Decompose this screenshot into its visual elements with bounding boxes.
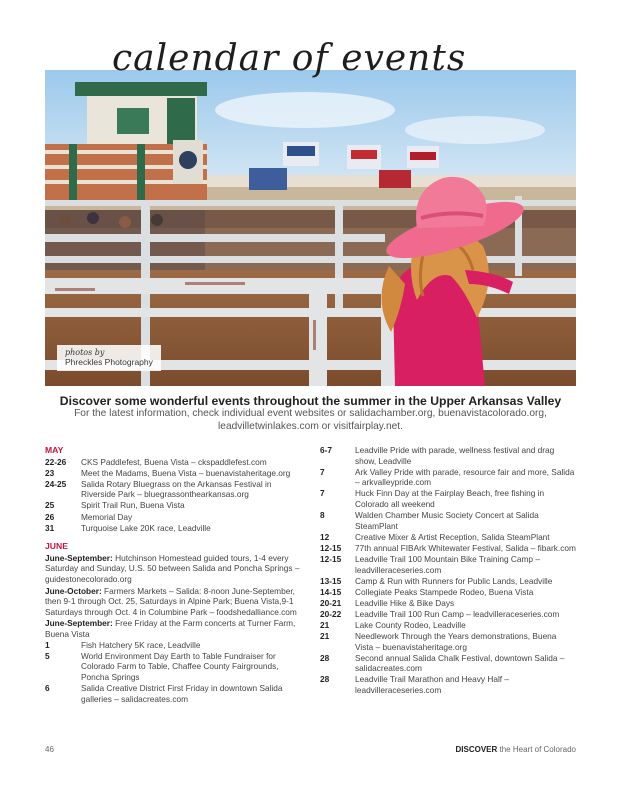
intro-headline: Discover some wonderful events throughout the summer in the Upper Arkansas Valley	[59, 394, 562, 408]
event-row	[320, 543, 576, 554]
event-date: 31	[45, 522, 55, 533]
event-row	[45, 500, 303, 511]
event-date: 21	[320, 631, 330, 642]
june-paragraph	[45, 618, 303, 639]
event-text: Leadville Trail 100 Run Camp – leadvilleraceseries.com	[355, 608, 560, 619]
photo-credit-name: Phreckles Photography	[65, 357, 153, 367]
month-heading-june: JUNE	[45, 541, 68, 552]
para-lead: June-September:	[45, 618, 113, 629]
event-row	[45, 512, 303, 523]
event-text: Ark Valley Pride with parade, resource fair and more, Salida – arkvalleypride.com	[355, 466, 575, 488]
para-text: Free Friday at the Farm concerts at Turner Farm, Buena Vista	[45, 618, 296, 639]
event-text: Memorial Day	[81, 511, 133, 522]
footer-brand: DISCOVER	[455, 745, 498, 754]
event-row	[45, 468, 303, 479]
event-date: 26	[45, 511, 55, 522]
event-text: Salida Rotary Bluegrass on the Arkansas Festival in Riverside Park – bluegrassonthearkansas.org	[81, 478, 272, 500]
event-row	[320, 554, 576, 575]
month-heading-may: MAY	[45, 445, 64, 455]
event-text: Second annual Salida Chalk Festival, downtown Salida – salidacreates.com	[355, 652, 565, 674]
rodeo-girl-illustration	[45, 70, 576, 386]
event-date: 8	[320, 510, 325, 521]
event-row	[320, 488, 576, 509]
event-text: Salida Creative District First Friday in downtown Salida galleries – salidacreates.com	[81, 682, 283, 704]
event-date: 12-15	[320, 553, 342, 564]
june-paragraph	[45, 586, 303, 618]
event-date: 24-25	[45, 478, 67, 489]
event-text: Leadville Trail Marathon and Heavy Half – leadvilleraceseries.com	[355, 674, 510, 696]
event-row	[320, 532, 576, 543]
event-text: Fish Hatchery 5K race, Leadville	[81, 639, 201, 650]
june-paragraph	[45, 553, 303, 585]
event-date: 6-7	[320, 445, 332, 455]
event-text: Camp & Run with Runners for Public Lands, Leadville	[355, 575, 553, 586]
event-row	[45, 523, 303, 534]
event-row	[320, 653, 576, 674]
event-date: 20-21	[320, 597, 342, 608]
event-date: 6	[45, 682, 50, 693]
para-text: Hutchinson Homestead guided tours, 1-4 every Saturday and Sunday, U.S. 50 between Salida and Poncha Springs – guidestonecolorado.org	[45, 552, 300, 585]
event-date: 21	[320, 620, 330, 630]
event-text: CKS Paddlefest, Buena Vista – ckspaddlefest.com	[81, 456, 267, 467]
event-text: World Environment Day Earth to Table Fundraiser for Colorado Farm to Table, Chaffee County Fairgrounds, Poncha Springs	[81, 650, 279, 682]
event-date: 23	[45, 467, 55, 478]
event-date: 7	[320, 466, 325, 477]
event-date: 12	[320, 531, 330, 542]
footer-tagline: the Heart of Colorado	[497, 745, 576, 754]
event-text: Walden Chamber Music Society Concert at Salida SteamPlant	[355, 510, 539, 531]
event-row	[320, 674, 576, 695]
event-row	[45, 640, 303, 651]
event-text: Needlework Through the Years demonstrations, Buena Vista – buenavistaheritage.org	[355, 631, 557, 652]
page-title: calendar of events	[112, 38, 467, 79]
event-text: Leadville Hike & Bike Days	[355, 597, 455, 608]
event-date: 5	[45, 650, 50, 661]
event-text: Spirit Trail Run, Buena Vista	[81, 500, 185, 511]
event-text: Leadville Pride with parade, wellness festival and drag show, Leadville	[355, 445, 555, 466]
event-text: Lake County Rodeo, Leadville	[355, 620, 466, 630]
event-date: 28	[320, 674, 330, 685]
event-date: 28	[320, 652, 330, 663]
event-row	[45, 651, 303, 683]
running-footer	[455, 745, 576, 754]
event-date: 22-26	[45, 456, 67, 467]
event-date: 13-15	[320, 575, 342, 586]
event-row	[320, 467, 576, 488]
photo-credit-script: photos by	[65, 348, 105, 357]
right-column	[320, 445, 576, 696]
para-lead: June-September:	[45, 552, 113, 563]
event-row	[320, 576, 576, 587]
event-row	[320, 620, 576, 631]
event-row	[45, 683, 303, 704]
event-row	[45, 457, 303, 468]
event-date: 7	[320, 488, 325, 499]
intro-subline: For the latest information, check individual event websites or salidachamber.org, buenavistacolorado.org, leadvilletwinlakes.com or visitfairplay.net.	[74, 408, 547, 432]
event-date: 12-15	[320, 542, 342, 553]
event-text: Turquoise Lake 20K race, Leadville	[81, 522, 211, 533]
event-text: Huck Finn Day at the Fairplay Beach, free fishing in Colorado all weekend	[355, 488, 545, 509]
event-row	[320, 445, 576, 466]
event-date: 20-22	[320, 608, 342, 619]
event-text: 77th annual FIBArk Whitewater Festival, Salida – fibark.com	[355, 542, 576, 553]
para-text: Farmers Markets – Salida: 8-noon June-September, then 9-1 through Oct. 25, Saturdays in Alpine Park; Buena Vista,9-1 Saturdays through Oct. 4 in Columbine Park – foodshedalliance.com	[45, 585, 297, 617]
event-row	[320, 631, 576, 652]
event-text: Leadville Trail 100 Mountain Bike Training Camp – leadvilleraceseries.com	[355, 553, 540, 575]
page-number: 46	[45, 745, 54, 754]
para-lead: June-October:	[45, 585, 102, 596]
event-row	[320, 598, 576, 609]
event-date: 1	[45, 639, 50, 650]
hero-photo	[45, 70, 576, 386]
event-text: Meet the Madams, Buena Vista – buenavistaheritage.org	[81, 467, 291, 478]
event-date: 25	[45, 500, 55, 511]
event-row	[320, 510, 576, 531]
event-text: Collegiate Peaks Stampede Rodeo, Buena Vista	[355, 586, 534, 597]
event-row	[320, 587, 576, 598]
event-date: 14-15	[320, 586, 342, 597]
left-column	[45, 445, 303, 704]
photo-credit	[57, 345, 161, 371]
event-text: Creative Mixer & Artist Reception, Salida SteamPlant	[355, 531, 550, 542]
event-row	[320, 609, 576, 620]
event-row	[45, 479, 303, 500]
